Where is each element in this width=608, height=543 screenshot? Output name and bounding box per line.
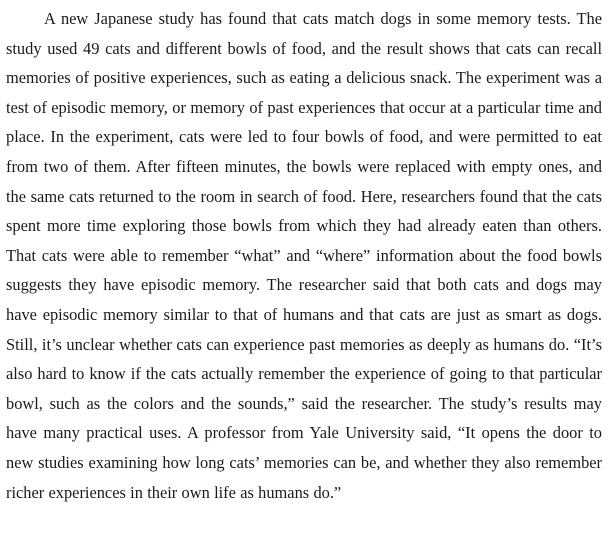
article-paragraph: A new Japanese study has found that cats match dogs in some memory tests. The study used 49 cats and different bowls of food, and the result shows that cats can recall memories of positive experiences, such as eating a delicious snack. The experiment was a test of episodic memory, or memory of past experiences that occur at a particular time and place. In the experiment, cats were led to four bowls of food, and were permitted to eat from two of them. After fifteen minutes, the bowls were replaced with empty ones, and the same cats returned to the room in search of food. Here, researchers found that the cats spent more time exploring those bowls from which they had already eaten than others. That cats were able to remember “what” and “where” information about the food bowls suggests they have episodic memory. The researcher said that both cats and dogs may have episodic memory similar to that of humans and that cats are just as smart as dogs. Still, it’s unclear whether cats can experience past memories as deeply as humans do. “It’s also hard to know if the cats actually remember the experience of going to that particular bowl, such as the colors and the sounds,” said the researcher. The study’s results may have many practical uses. A professor from Yale University said, “It opens the door to new studies examining how long cats’ memories can be, and whether they also remember richer experiences in their own life as humans do.” [6,9,602,502]
